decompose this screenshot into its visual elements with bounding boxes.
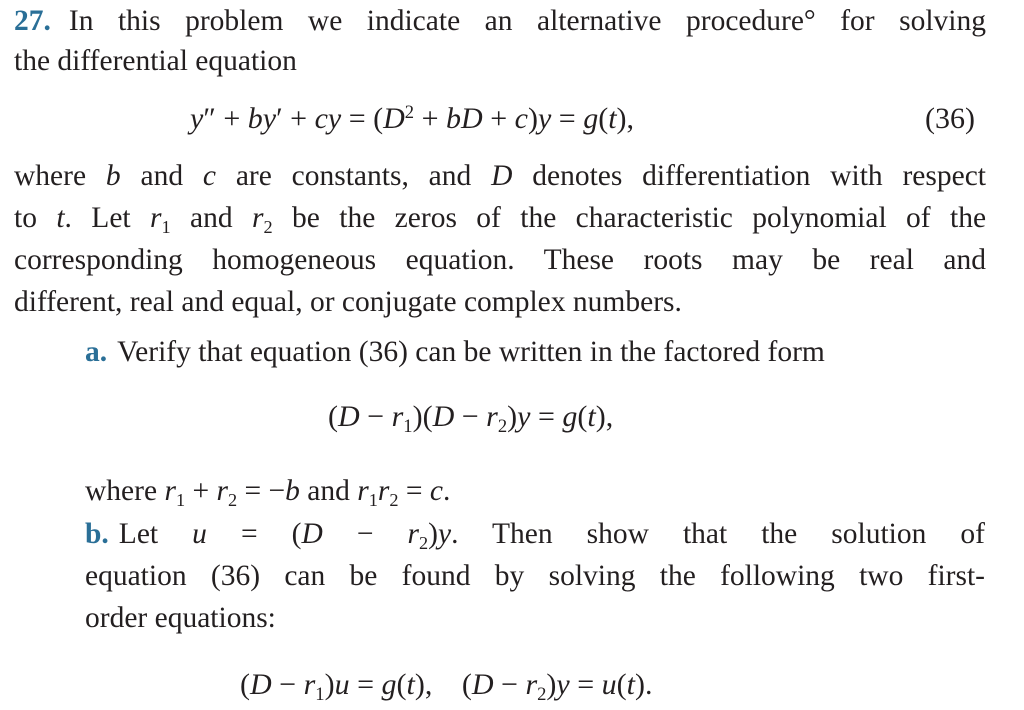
problem-header-line xyxy=(14,2,986,40)
part-b-line1: b. Let $u = (D - r_2)y$. Then show that the solution of xyxy=(85,518,985,553)
part-a-line xyxy=(85,333,825,371)
equation-36-tag: (36) xyxy=(925,102,975,135)
part-b-line2: equation (36) can be found by solving the following two first- xyxy=(85,560,985,592)
problem-number: 27. xyxy=(14,5,51,37)
part-b-line3: order equations: xyxy=(85,602,276,634)
description-line1: where b and c are constants, and D denotes differentiation with respect xyxy=(14,160,987,192)
part-b-label: b. xyxy=(85,518,109,550)
part-a-text: Verify that equation (36) can be written in the factored form xyxy=(117,336,825,368)
description-line2: to t. Let $r_1$ and $r_2$ be the zeros of the characteristic polynomial of the xyxy=(14,202,987,237)
part-a-label: a. xyxy=(85,336,108,368)
problem-intro-line2: the differential equation xyxy=(14,45,297,77)
first-order-equations: $(D - r_1)u = g(t)$, $(D - r_2)y = u(t)$. xyxy=(240,668,653,705)
description-line3: corresponding homogeneous equation. These roots may be real and xyxy=(14,244,986,276)
description-line4: different, real and equal, or conjugate complex numbers. xyxy=(14,286,682,318)
part-a-where-line: where $r_1 + r_2 = -b$ and $r_1r_2 = c$. xyxy=(85,475,451,510)
problem-intro-line1: In this problem we indicate an alternative procedure° for solving xyxy=(68,5,986,37)
equation-36: y″ + by′ + cy = ($D^2$ + bD + c)y = g(t), xyxy=(190,101,635,135)
factored-equation: $(D - r_1)(D - r_2)y = g(t)$, xyxy=(328,400,614,437)
